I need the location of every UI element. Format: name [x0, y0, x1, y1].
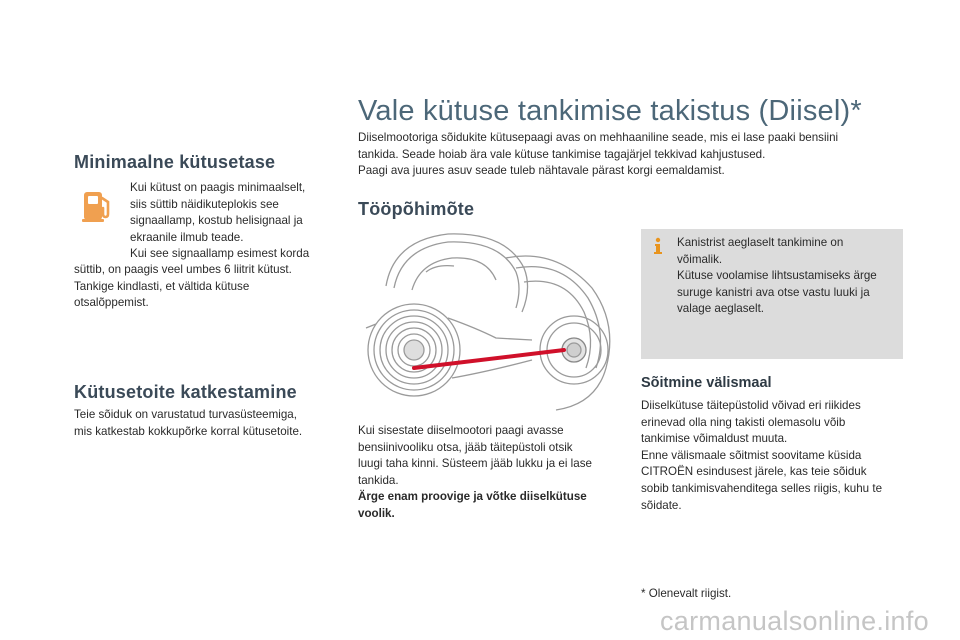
fuel-line: Kui kütust on paagis minimaalselt, [130, 181, 306, 194]
abroad-line: erinevad olla ning takisti olemasolu võib [641, 415, 846, 429]
principle-line: bensiinivooliku otsa, jääb täitepüstoli otsik [358, 440, 573, 454]
principle-line: Kui sisestate diiselmootori paagi avasse [358, 424, 564, 437]
fuel-line: süttib, on paagis veel umbes 6 liitrit kütust. [74, 263, 292, 276]
abroad-line: sobib tankimisvahenditega selles riigis, kuhu te [641, 481, 883, 495]
abroad-line: Diiselkütuse täitepüstolid võivad eri riikides [641, 399, 861, 412]
intro-line: Paagi ava juures asuv seade tuleb nähtavale pärast korgi eemaldamist. [358, 164, 725, 178]
fuel-line: signaallamp, kostub helisignaal ja [130, 214, 303, 228]
fuel-line: siis süttib näidikuteplokis see [130, 197, 279, 211]
intro-line: Diiselmootoriga sõidukite kütusepaagi avas on mehhaaniline seade, mis ei lase paaki bensiini [358, 131, 839, 144]
info-line: valage aeglaselt. [677, 302, 765, 316]
watermark: carmanualsonline.info [660, 606, 929, 636]
abroad-line: tankimise võimaldust muuta. [641, 432, 788, 446]
fuel-pump-icon [80, 186, 114, 224]
abroad-line: Enne välismaale sõitmist soovitame küsida [641, 448, 862, 462]
info-text [677, 235, 899, 318]
fuel-line: ekraanile ilmub teade. [130, 230, 244, 244]
abroad-text [641, 398, 911, 514]
info-line: Kütuse voolamise lihtsustamiseks ärge [677, 269, 877, 283]
fuel-cutoff-heading: Kütusetoite katkestamine [74, 382, 297, 402]
intro-line: tankida. Seade hoiab ära vale kütuse tankimise tagajärjel tekkivad kahjustused. [358, 147, 766, 161]
fuel-level-text-indented [130, 180, 330, 263]
info-line: Kanistrist aeglaselt tankimine on [677, 236, 844, 249]
cutoff-line: mis katkestab kokkupõrke korral kütusetoite. [74, 424, 303, 438]
fuel-level-heading: Minimaalne kütusetase [74, 152, 276, 172]
fuel-line: Kui see signaallamp esimest korda [130, 247, 310, 261]
fuel-line: otsalõppemist. [74, 296, 149, 310]
abroad-line: sõidate. [641, 498, 682, 512]
principle-text [358, 423, 620, 523]
info-line: võimalik. [677, 252, 723, 266]
info-box [641, 229, 903, 359]
fuel-filler-illustration [356, 228, 622, 412]
intro-text [358, 130, 918, 180]
abroad-heading: Sõitmine välismaal [641, 375, 772, 391]
warning-line: Ärge enam proovige ja võtke diiselkütuse [358, 490, 587, 504]
fuel-level-text-full [74, 262, 334, 312]
info-icon [650, 237, 666, 255]
page-title: Vale kütuse tankimise takistus (Diisel)* [358, 95, 862, 127]
abroad-line: CITROËN esindusest järele, kas teie sõiduk [641, 465, 867, 479]
warning-line: voolik. [358, 506, 395, 520]
cutoff-line: Teie sõiduk on varustatud turvasüsteemiga, [74, 408, 297, 421]
footnote: * Olenevalt riigist. [641, 587, 732, 600]
principle-heading: Tööpõhimõte [358, 199, 475, 219]
fuel-cutoff-text [74, 407, 344, 440]
fuel-line: Tankige kindlasti, et vältida kütuse [74, 279, 250, 293]
principle-line: tankida. [358, 473, 399, 487]
principle-line: luugi taha kinni. Süsteem jääb lukku ja ei lase [358, 457, 592, 471]
info-line: suruge kanistri ava otse vastu luuki ja [677, 285, 870, 299]
